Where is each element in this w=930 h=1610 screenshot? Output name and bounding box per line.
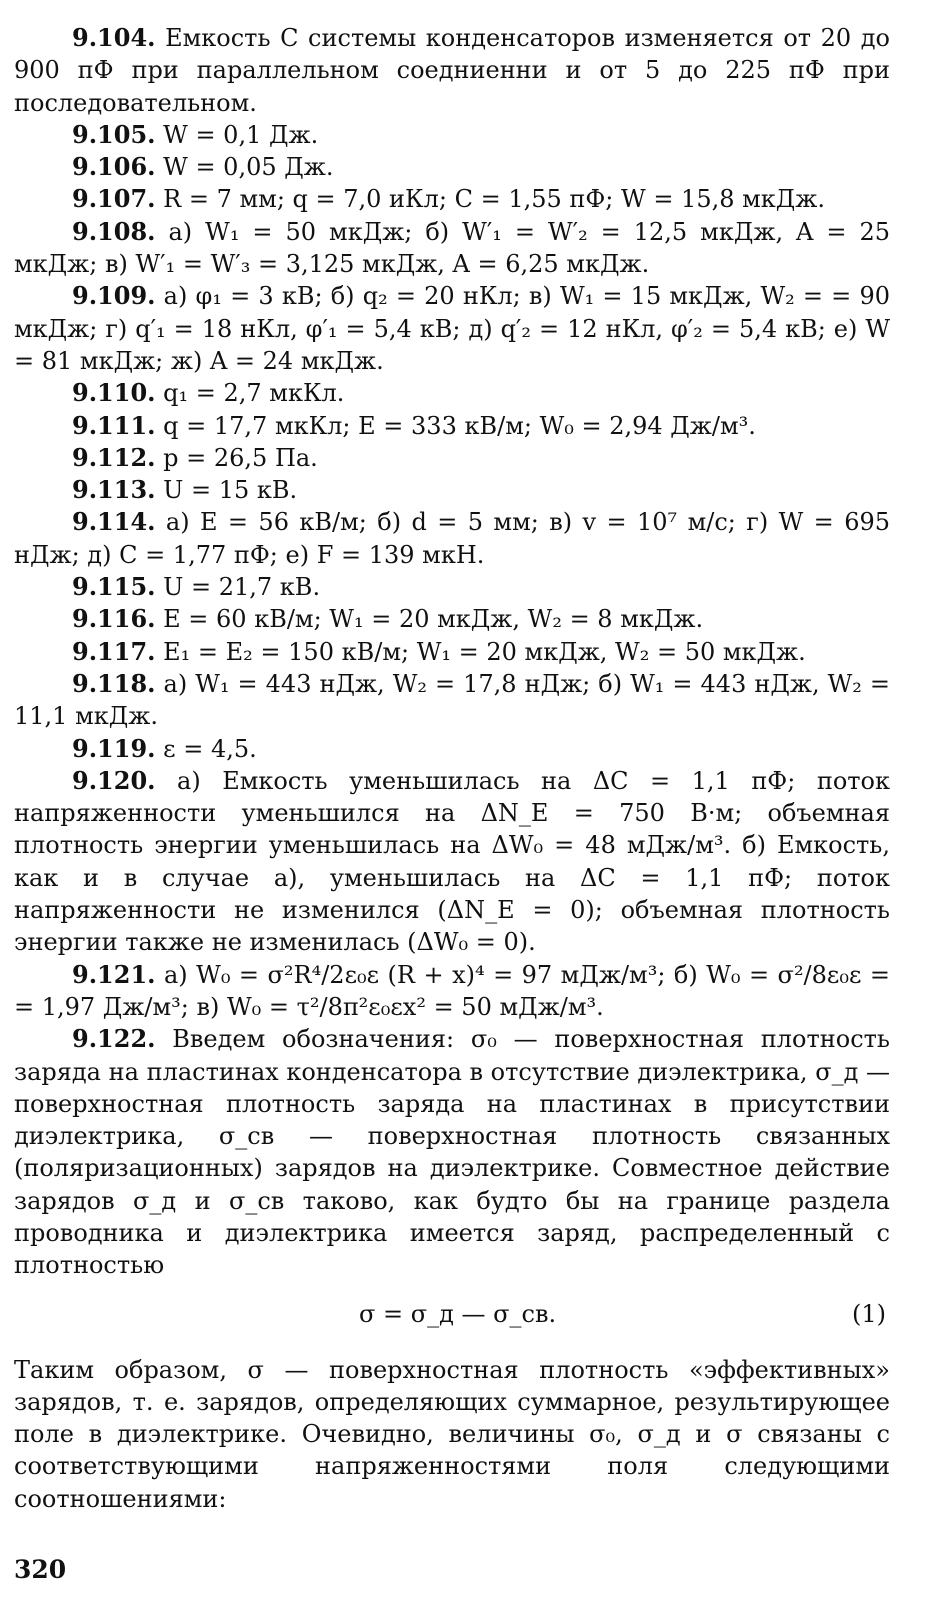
answer-number: 9.114. bbox=[72, 507, 156, 537]
answer-text: Введем обозначения: σ₀ — поверхностная плотность заряда на пластинах конденсатора в отсутствие диэлектрика, σ_д — поверхностная плотность заряда на пластинах в присутствии диэлектрика, σ_св — поверхностная плотность связанных (поляризационных) зарядов на диэлектрике. Совместное действие зарядов σ_д и σ_св таково, как будто бы на границе раздела проводника и диэлектрика имеется заряд, распределенный с плотностью bbox=[14, 1025, 890, 1280]
answer-text: а) W₁ = 443 нДж, W₂ = 17,8 нДж; б) W₁ = 443 нДж, W₂ = 11,1 мкДж. bbox=[14, 669, 890, 731]
display-formula bbox=[14, 1282, 890, 1346]
answer-number: 9.118. bbox=[72, 668, 156, 698]
answer-9-112 bbox=[14, 442, 890, 474]
answer-9-105 bbox=[14, 119, 890, 151]
answer-9-109 bbox=[14, 280, 890, 377]
answer-number: 9.119. bbox=[72, 733, 156, 763]
answer-text: E₁ = E₂ = 150 кВ/м; W₁ = 20 мкДж, W₂ = 50 мкДж. bbox=[155, 637, 806, 666]
answer-number: 9.122. bbox=[72, 1024, 156, 1054]
answer-number: 9.113. bbox=[72, 475, 156, 505]
answer-9-108 bbox=[14, 216, 890, 281]
answer-text: а) E = 56 кВ/м; б) d = 5 мм; в) v = 10⁷ м/с; г) W = 695 нДж; д) C = 1,77 пФ; е) F = 139 мкН. bbox=[14, 508, 890, 569]
answer-number: 9.109. bbox=[72, 281, 156, 311]
answer-text: W = 0,05 Дж. bbox=[155, 153, 334, 182]
answer-9-119 bbox=[14, 733, 890, 765]
answer-9-121 bbox=[14, 959, 890, 1024]
answer-9-118 bbox=[14, 668, 890, 733]
answer-9-111 bbox=[14, 410, 890, 442]
answer-9-120 bbox=[14, 765, 890, 959]
answer-text: E = 60 кВ/м; W₁ = 20 мкДж, W₂ = 8 мкДж. bbox=[155, 605, 704, 634]
answer-number: 9.111. bbox=[72, 410, 156, 440]
continuation-paragraph: Таким образом, σ — поверхностная плотность «эффективных» зарядов, т. е. зарядов, определяющих суммарное, результирующее поле в диэлектрике. Очевидно, величины σ₀, σ_д и σ связаны с соответствующими напряженностями поля следующими соотношениями: bbox=[14, 1355, 890, 1513]
answer-number: 9.107. bbox=[72, 184, 156, 214]
answer-9-107 bbox=[14, 183, 890, 215]
answer-9-115 bbox=[14, 571, 890, 603]
answer-text: U = 15 кВ. bbox=[155, 476, 298, 505]
formula-number: (1) bbox=[852, 1299, 886, 1328]
answer-text: R = 7 мм; q = 7,0 иКл; C = 1,55 пФ; W = 15,8 мкДж. bbox=[155, 185, 826, 214]
answer-number: 9.112. bbox=[72, 442, 156, 472]
answer-9-104 bbox=[14, 22, 890, 119]
answer-number: 9.106. bbox=[72, 152, 156, 182]
answer-number: 9.108. bbox=[72, 216, 156, 246]
answer-number: 9.115. bbox=[72, 572, 156, 602]
page-body bbox=[14, 22, 890, 1515]
answer-9-110 bbox=[14, 377, 890, 409]
answer-number: 9.116. bbox=[72, 604, 156, 634]
answer-number: 9.105. bbox=[72, 119, 156, 149]
answer-number: 9.121. bbox=[72, 959, 156, 989]
answer-9-113 bbox=[14, 474, 890, 506]
answer-text: а) W₁ = 50 мкДж; б) W′₁ = W′₂ = 12,5 мкДж, A = 25 мкДж; в) W′₁ = W′₃ = 3,125 мкДж, A = 6,25 мкДж. bbox=[14, 217, 890, 279]
answer-9-116 bbox=[14, 603, 890, 635]
page-number: 320 bbox=[14, 1555, 67, 1584]
answer-number: 9.120. bbox=[72, 765, 156, 795]
answer-9-114 bbox=[14, 506, 890, 571]
answer-number: 9.104. bbox=[72, 23, 156, 52]
answer-9-117 bbox=[14, 636, 890, 668]
answer-number: 9.117. bbox=[72, 636, 156, 666]
answer-text: ε = 4,5. bbox=[155, 734, 257, 763]
answer-text: Емкость C системы конденсаторов изменяется от 20 до 900 пФ при параллельном соедниенни и от 5 до 225 пФ при последовательном. bbox=[14, 24, 890, 117]
answer-9-122 bbox=[14, 1023, 890, 1281]
answer-text: W = 0,1 Дж. bbox=[155, 120, 319, 149]
answer-text: q₁ = 2,7 мкКл. bbox=[155, 379, 345, 408]
formula-expression: σ = σ_д — σ_св. bbox=[359, 1299, 557, 1328]
answer-9-106 bbox=[14, 151, 890, 183]
answer-number: 9.110. bbox=[72, 378, 156, 408]
answer-text: q = 17,7 мкКл; E = 333 кВ/м; W₀ = 2,94 Дж/м³. bbox=[155, 411, 756, 440]
answer-text: U = 21,7 кВ. bbox=[155, 573, 321, 602]
answer-text: а) φ₁ = 3 кВ; б) q₂ = 20 нКл; в) W₁ = 15 мкДж, W₂ = = 90 мкДж; г) q′₁ = 18 нКл, φ′₁ = 5,4 кВ; д) q′₂ = 12 нКл, φ′₂ = 5,4 кВ; е) W = 81 мкДж; ж) A = 24 мкДж. bbox=[14, 282, 890, 375]
answer-text: а) Емкость уменьшилась на ΔC = 1,1 пФ; поток напряженности уменьшился на ΔN_E = 750 В·м; объемная плотность энергии уменьшилась на ΔW₀ = 48 мДж/м³. б) Емкость, как и в случае а), уменьшилась на ΔC = 1,1 пФ; поток напряженности не изменился (ΔN_E = 0); объемная плотность энергии также не изменилась (ΔW₀ = 0). bbox=[14, 766, 890, 957]
answer-text: p = 26,5 Па. bbox=[155, 443, 318, 472]
answer-text: а) W₀ = σ²R⁴/2ε₀ε (R + x)⁴ = 97 мДж/м³; б) W₀ = σ²/8ε₀ε = = 1,97 Дж/м³; в) W₀ = τ²/8π²ε₀εx² = 50 мДж/м³. bbox=[14, 960, 890, 1021]
